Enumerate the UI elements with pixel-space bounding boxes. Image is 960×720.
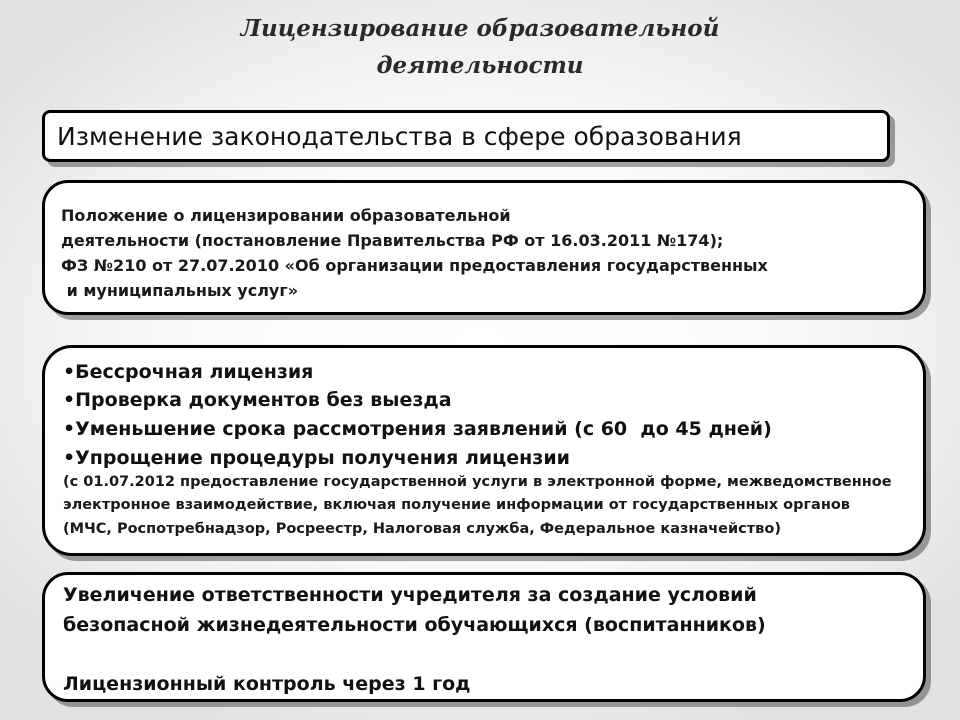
legal-acts-box: [42, 180, 926, 315]
legislation-change-heading: Изменение законодательства в сфере образования: [57, 122, 742, 151]
list-item-perpetual-license: •Бессрочная лицензия: [63, 361, 314, 383]
list-item-document-check: •Проверка документов без выезда: [63, 389, 452, 411]
legal-act-line: Положение о лицензировании образовательной: [61, 206, 511, 225]
legal-act-line: ФЗ №210 от 27.07.2010 «Об организации предоставления государственных: [61, 256, 768, 275]
legal-act-line: и муниципальных услуг»: [61, 281, 299, 300]
procedure-note-line: (с 01.07.2012 предоставление государственной услуги в электронной форме, межведомственное: [63, 474, 892, 490]
license-control-text: Лицензионный контроль через 1 год: [63, 673, 471, 695]
responsibility-text-line: Увеличение ответственности учредителя за создание условий: [63, 584, 757, 606]
licensing-changes-box: [42, 345, 926, 556]
legal-acts-text: [61, 203, 768, 303]
legislation-change-header-box: [42, 110, 890, 162]
responsibility-box: [42, 572, 926, 702]
list-item-simplified-procedure: •Упрощение процедуры получения лицензии: [63, 447, 570, 469]
page-title-line-2: деятельности: [376, 52, 584, 79]
legal-act-line: деятельности (постановление Правительства РФ от 16.03.2011 №174);: [61, 231, 724, 250]
responsibility-text-line: безопасной жизнедеятельности обучающихся (воспитанников): [63, 614, 766, 636]
procedure-note-line: (МЧС, Роспотребнадзор, Росреестр, Налоговая служба, Федеральное казначейство): [63, 521, 781, 537]
procedure-note-line: электронное взаимодействие, включая получение информации от государственных органов: [63, 497, 850, 513]
list-item-review-period: •Уменьшение срока рассмотрения заявлений (с 60 до 45 дней): [63, 418, 772, 440]
page-title-line-1: Лицензирование образовательной: [240, 15, 720, 42]
